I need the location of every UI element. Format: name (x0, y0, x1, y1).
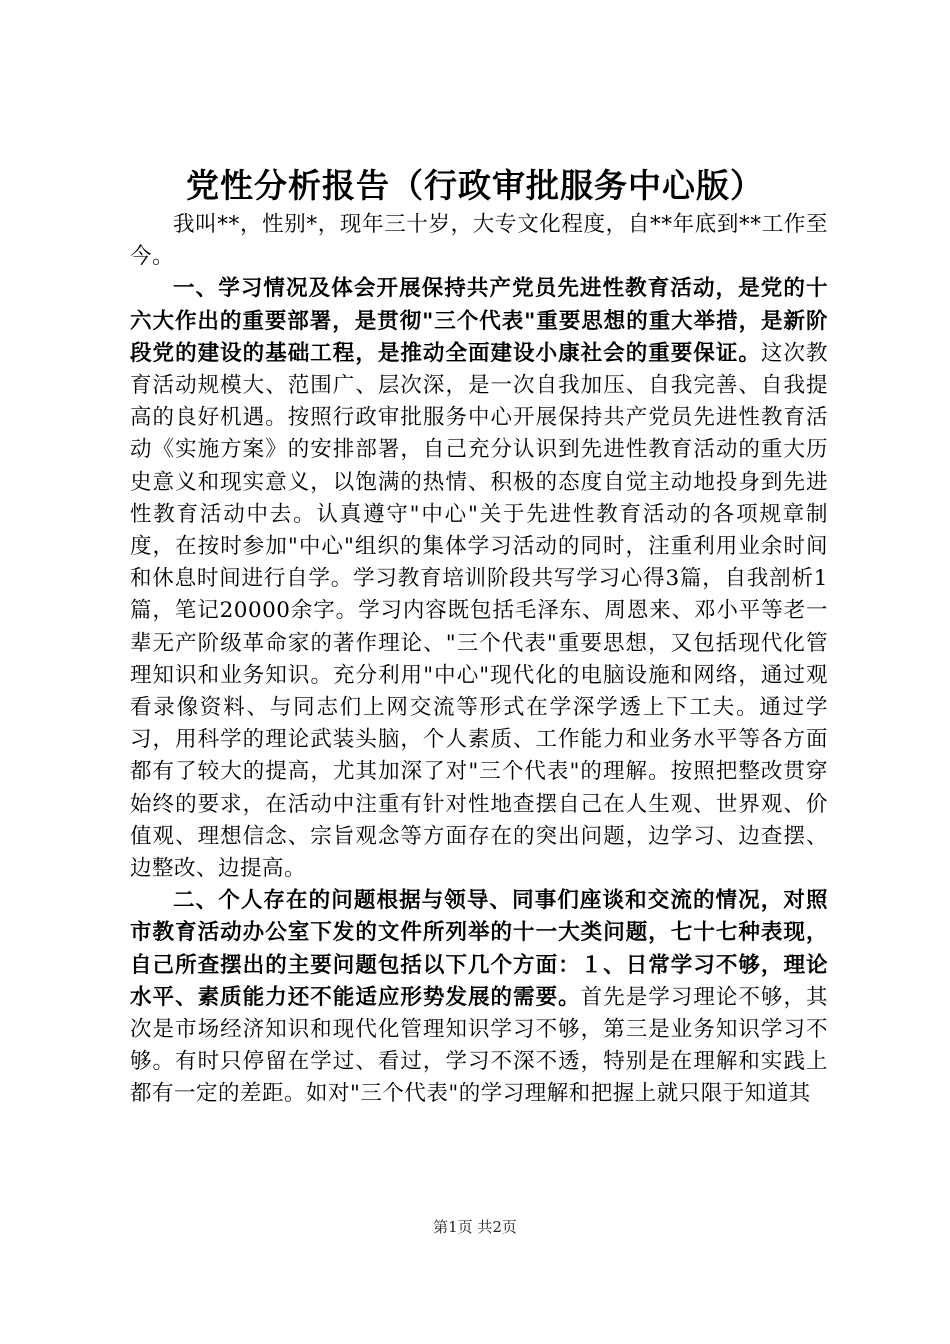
section-1-paragraph (130, 273, 828, 885)
section-1-body: 这次教育活动规模大、范围广、层次深，是一次自我加压、自我完善、自我提高的良好机遇。按照行政审批服务中心开展保持共产党员先进性教育活动《实施方案》的安排部署，自己充分认识到先进性教育活动的重大历史意义和现实意义，以饱满的热情、积极的态度自觉主动地投身到先进性教育活动中去。认真遵守"中心"关于先进性教育活动的各项规章制度，在按时参加"中心"组织的集体学习活动的同时，注重利用业余时间和休息时间进行自学。学习教育培训阶段共写学习心得3篇，自我剖析1篇，笔记20000余字。学习内容既包括毛泽东、周恩来、邓小平等老一辈无产阶级革命家的著作理论、"三个代表"重要思想，又包括现代化管理知识和业务知识。充分利用"中心"现代化的电脑设施和网络，通过观看录像资料、与同志们上网交流等形式在学深学透上下工夫。通过学习，用科学的理论武装头脑，个人素质、工作能力和业务水平等各方面都有了较大的提高，尤其加深了对"三个代表"的理解。按照把整改贯穿始终的要求，在活动中注重有针对性地查摆自己在人生观、世界观、价值观、理想信念、宗旨观念等方面存在的突出问题，边学习、边查摆、边整改、边提高。 (130, 340, 828, 882)
section-1-heading: 一、学习情况及体会开展保持共产党员先进性教育活动，是党的十六大作出的重要部署，是贯彻"三个代表"重要思想的重大举措，是新阶段党的建设的基础工程，是推动全面建设小康社会的重要保证。 (130, 276, 828, 366)
document-body (130, 209, 828, 1111)
intro-paragraph: 我叫**，性别*，现年三十岁，大专文化程度，自**年底到**工作至今。 (130, 212, 828, 270)
document-title: 党性分析报告（行政审批服务中心版） (186, 166, 764, 205)
page-footer: 第1页 共2页 (433, 1218, 517, 1236)
section-2-paragraph (130, 885, 828, 1110)
section-2-heading: 二、个人存在的问题根据与领导、同事们座谈和交流的情况，对照市教育活动办公室下发的文件所列举的十一大类问题，七十七种表现，自己所查摆出的主要问题包括以下几个方面：１、日常学习不够，理论水平、素质能力还不能适应形势发展的需要。 (130, 888, 828, 1010)
section-2-body: 首先是学习理论不够，其次是市场经济知识和现代化管理知识学习不够，第三是业务知识学习不够。有时只停留在学过、看过，学习不深不透，特别是在理解和实践上都有一定的差距。如对"三个代表"的学习理解和把握上就只限于知道其 (130, 984, 828, 1107)
